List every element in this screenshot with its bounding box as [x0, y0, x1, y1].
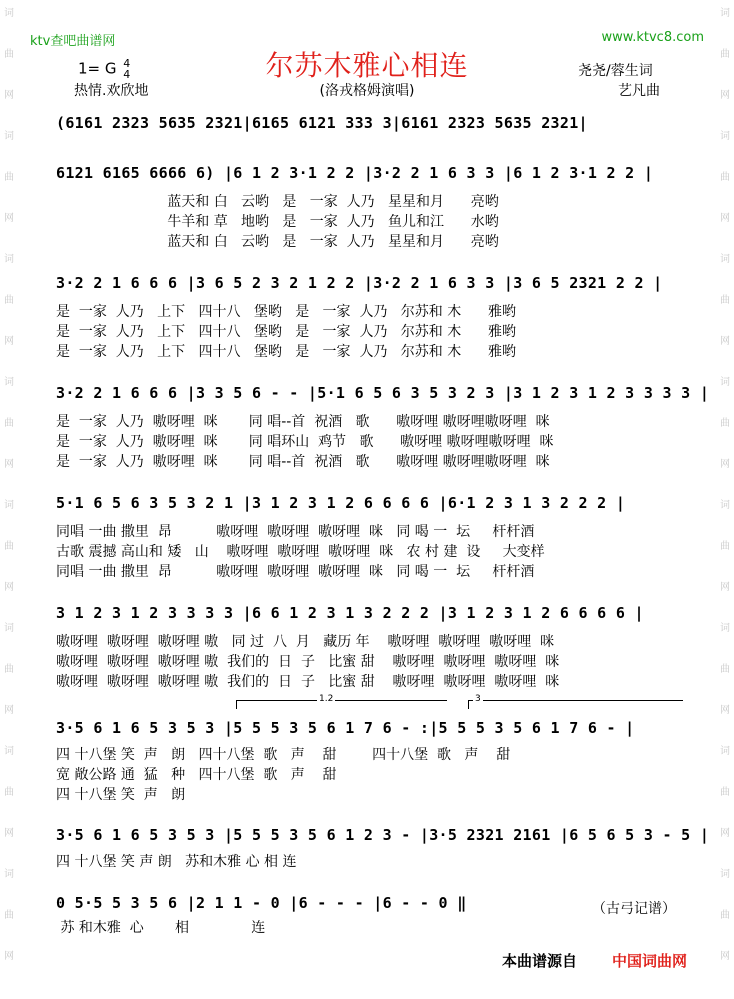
watermark-char: 网	[720, 951, 730, 962]
lyric-line: 嗷呀哩 嗷呀哩 嗷呀哩 嗷 同 过 八 月 藏历 年 嗷呀哩 嗷呀哩 嗷呀哩 咪	[56, 634, 555, 650]
watermark-char: 网	[4, 336, 14, 347]
watermark-char: 网	[720, 459, 730, 470]
lyric-line: 是 一家 人乃 上下 四十八 堡哟 是 一家 人乃 尔苏和 木 雅哟	[56, 304, 516, 320]
watermark-char: 词	[4, 869, 14, 880]
watermark-char: 词	[720, 131, 730, 142]
watermark-char: 网	[4, 951, 14, 962]
watermark-char: 词	[4, 500, 14, 511]
watermark-char: 曲	[4, 418, 14, 429]
watermark-char: 曲	[720, 418, 730, 429]
lyric-line: 嗷呀哩 嗷呀哩 嗷呀哩 嗷 我们的 日 子 比蜜 甜 嗷呀哩 嗷呀哩 嗷呀哩 咪	[56, 674, 560, 690]
lyric-line: 四 十八堡 笑 声 朗	[56, 787, 186, 803]
watermark-char: 曲	[4, 541, 14, 552]
watermark-char: 曲	[720, 49, 730, 60]
watermark-char: 曲	[4, 664, 14, 675]
lyric-line: 同唱 一曲 撒里 昂 嗷呀哩 嗷呀哩 嗷呀哩 咪 同 喝 一 坛 杆杆酒	[56, 564, 535, 580]
watermark-char: 词	[720, 377, 730, 388]
watermark-char: 词	[4, 377, 14, 388]
notation-line: 5·1 6 5 6 3 5 3 2 1 |3 1 2 3 1 2 6 6 6 6 |6·1 2 3 1 3 2 2 2 |	[56, 494, 626, 512]
watermark-char: 词	[720, 746, 730, 757]
performer: (洛戎格姆演唱)	[319, 83, 415, 99]
lyric-line: 古歌 震撼 高山和 矮 山 嗷呀哩 嗷呀哩 嗷呀哩 咪 农 村 建 设 大变样	[56, 544, 545, 560]
watermark-char: 曲	[720, 295, 730, 306]
watermark-char: 网	[4, 459, 14, 470]
footer-site-link[interactable]: 中国词曲网	[612, 952, 688, 970]
watermark-char: 网	[4, 705, 14, 716]
watermark-char: 词	[720, 623, 730, 634]
watermark-char: 网	[4, 582, 14, 593]
watermark-char: 曲	[720, 664, 730, 675]
watermark-char: 曲	[4, 295, 14, 306]
lyric-line: 蓝天和 白 云哟 是 一家 人乃 星星和月 亮哟	[56, 234, 499, 250]
watermark-char: 词	[720, 869, 730, 880]
lyric-line: 苏 和木雅 心 相 连	[56, 920, 266, 936]
watermark-char: 词	[720, 500, 730, 511]
watermark-char: 网	[720, 90, 730, 101]
lyric-line: 蓝天和 白 云哟 是 一家 人乃 星星和月 亮哟	[56, 194, 499, 210]
time-signature	[123, 58, 130, 80]
watermark-char: 网	[4, 213, 14, 224]
lyric-line: 嗷呀哩 嗷呀哩 嗷呀哩 嗷 我们的 日 子 比蜜 甜 嗷呀哩 嗷呀哩 嗷呀哩 咪	[56, 654, 560, 670]
watermark-char: 词	[4, 131, 14, 142]
watermark-char: 网	[4, 90, 14, 101]
lyric-line: 是 一家 人乃 嗷呀哩 咪 同 唱--首 祝酒 歌 嗷呀哩 嗷呀哩嗷呀哩 咪	[56, 414, 550, 430]
time-top: 4	[123, 57, 131, 70]
key-label: 1= G	[78, 59, 117, 78]
notation-line: 3·2 2 1 6 6 6 |3 6 5 2 3 2 1 2 2 |3·2 2 1 6 3 3 |3 6 5 2321 2 2 |	[56, 274, 663, 292]
transcriber-note: （古弓记谱）	[592, 901, 676, 917]
watermark-char: 网	[720, 828, 730, 839]
notation-line: 3·5 6 1 6 5 3 5 3 |5 5 5 3 5 6 1 7 6 - :|5 5 5 3 5 6 1 7 6 - |	[56, 719, 635, 737]
lyric-line: 牛羊和 草 地哟 是 一家 人乃 鱼儿和江 水哟	[56, 214, 499, 230]
notation-line: 6121 6165 6666 6) |6 1 2 3·1 2 2 |3·2 2 1 6 3 3 |6 1 2 3·1 2 2 |	[56, 164, 654, 182]
volta-second	[468, 694, 683, 709]
score-row	[56, 110, 682, 150]
lyric-line: 宽 敞公路 通 猛 种 四十八堡 歌 声 甜	[56, 767, 337, 783]
watermark-char: 曲	[4, 910, 14, 921]
notation-line: 3 1 2 3 1 2 3 3 3 3 |6 6 1 2 3 1 3 2 2 2 |3 1 2 3 1 2 6 6 6 6 |	[56, 604, 644, 622]
time-bottom: 4	[123, 68, 131, 81]
watermark-char: 曲	[4, 787, 14, 798]
watermark-char: 词	[4, 8, 14, 19]
watermark-char: 词	[4, 623, 14, 634]
watermark-char: 曲	[720, 541, 730, 552]
lyric-line: 是 一家 人乃 嗷呀哩 咪 同 唱环山 鸡节 歌 嗷呀哩 嗷呀哩嗷呀哩 咪	[56, 434, 554, 450]
lyric-line: 是 一家 人乃 嗷呀哩 咪 同 唱--首 祝酒 歌 嗷呀哩 嗷呀哩嗷呀哩 咪	[56, 454, 550, 470]
lyric-line: 四 十八堡 笑 声 朗 四十八堡 歌 声 甜 四十八堡 歌 声 甜	[56, 747, 511, 763]
watermark-char: 曲	[720, 787, 730, 798]
notation-line: (6161 2323 5635 2321|6165 6121 333 3|6161 2323 5635 2321|	[56, 114, 588, 132]
volta-first-label: 1.2	[319, 694, 334, 704]
lyric-line: 是 一家 人乃 上下 四十八 堡哟 是 一家 人乃 尔苏和 木 雅哟	[56, 324, 516, 340]
watermark-char: 网	[720, 705, 730, 716]
lyric-line: 是 一家 人乃 上下 四十八 堡哟 是 一家 人乃 尔苏和 木 雅哟	[56, 344, 516, 360]
lyric-line: 四 十八堡 笑 声 朗 苏和木雅 心 相 连	[56, 854, 297, 870]
notation-line: 3·2 2 1 6 6 6 |3 3 5 6 - - |5·1 6 5 6 3 5 3 2 3 |3 1 2 3 1 2 3 3 3 3 |	[56, 384, 710, 402]
watermark-char: 曲	[720, 172, 730, 183]
watermark-char: 网	[720, 213, 730, 224]
watermark-char: 词	[720, 8, 730, 19]
composer: 艺凡曲	[618, 83, 660, 99]
watermark-char: 网	[720, 336, 730, 347]
lyric-line: 同唱 一曲 撒里 昂 嗷呀哩 嗷呀哩 嗷呀哩 咪 同 喝 一 坛 杆杆酒	[56, 524, 535, 540]
notation-line: 0 5·5 5 3 5 6 |2 1 1 - 0 |6 - - - |6 - - 0 ‖	[56, 894, 467, 912]
site-link-right[interactable]: www.ktvc8.com	[601, 30, 704, 45]
key-signature	[78, 58, 130, 80]
lyricist: 尧尧/蓉生词	[578, 63, 653, 79]
notation-line: 3·5 6 1 6 5 3 5 3 |5 5 5 3 5 6 1 2 3 - |3·5 2321 2161 |6 5 6 5 3 - 5 |	[56, 826, 710, 844]
watermark-char: 网	[4, 828, 14, 839]
watermark-char: 词	[4, 254, 14, 265]
watermark-char: 曲	[4, 172, 14, 183]
watermark-char: 词	[720, 254, 730, 265]
watermark-char: 曲	[4, 49, 14, 60]
volta-first	[236, 694, 447, 709]
watermark-char: 词	[4, 746, 14, 757]
tempo-marking: 热情.欢欣地	[74, 83, 149, 99]
volta-second-label: 3	[475, 694, 481, 704]
watermark-char: 网	[720, 582, 730, 593]
watermark-char: 曲	[720, 910, 730, 921]
site-link-left[interactable]: ktv查吧曲谱网	[30, 34, 116, 49]
footer-source: 本曲谱源自	[502, 952, 578, 970]
song-title: 尔苏木雅心相连	[265, 49, 469, 82]
